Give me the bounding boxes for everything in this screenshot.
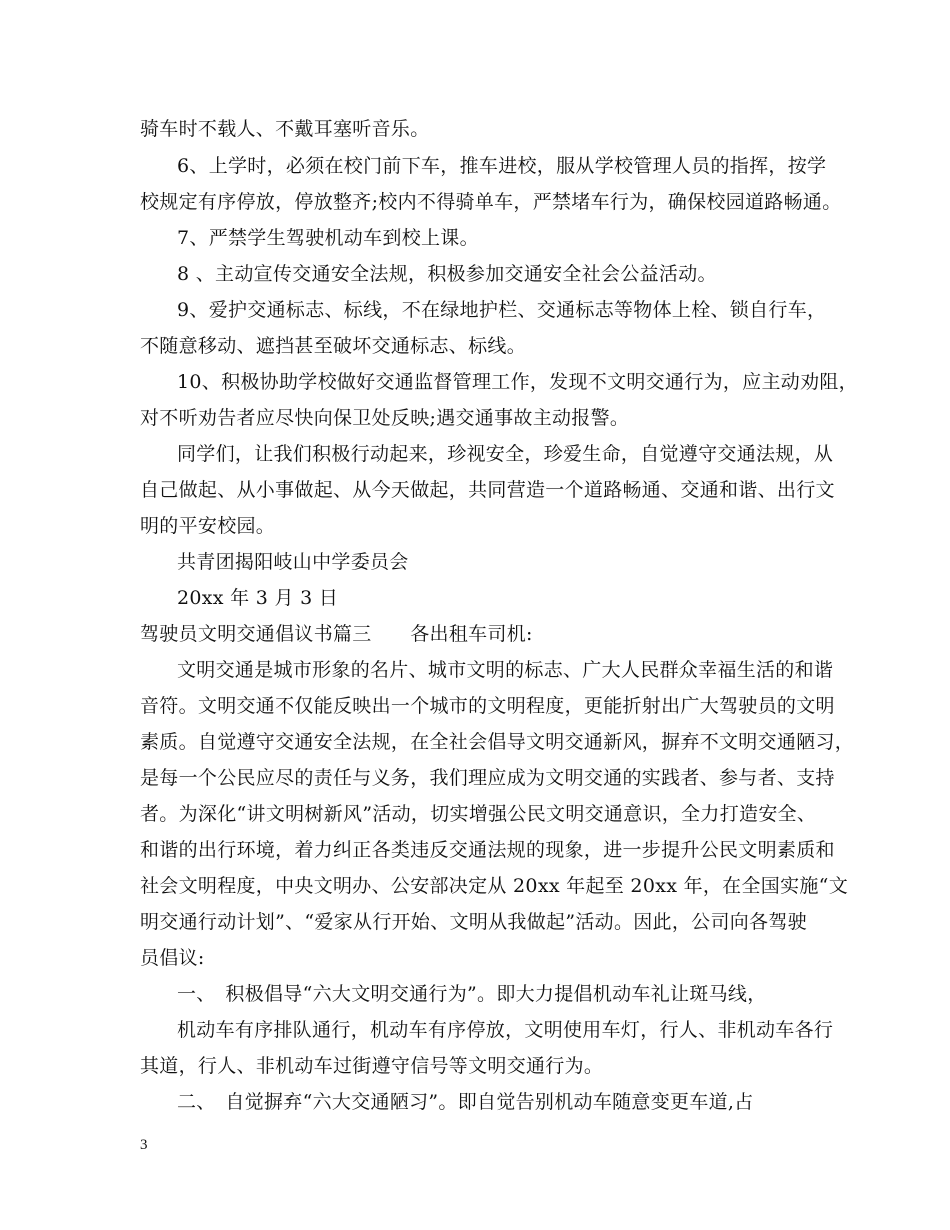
signature-organization: 共青团揭阳岐山中学委员会	[177, 551, 409, 573]
text-line: 6、上学时，必须在校门前下车，推车进校，服从学校管理人员的指挥，按学	[177, 155, 827, 177]
text-line: 二、 自觉摒弃“六大交通陋习”。即自觉告别机动车随意变更车道,占	[177, 1091, 754, 1113]
text-line: 机动车有序排队通行，机动车有序停放，文明使用车灯，行人、非机动车各行	[177, 1019, 834, 1041]
text-line: 校规定有序停放，停放整齐;校内不得骑单车，严禁堵车行为，确保校园道路畅通。	[140, 191, 842, 213]
signature-date: 20xx 年 3 月 3 日	[177, 587, 339, 609]
text-line: 骑车时不载人、不戴耳塞听音乐。	[140, 118, 430, 140]
text-line: 者。为深化“讲文明树新风”活动，切实增强公民文明交通意识，全力打造安全、	[140, 803, 817, 825]
text-line: 不随意移动、遮挡甚至破坏交通标志、标线。	[140, 335, 527, 357]
text-line: 10、积极协助学校做好交通监督管理工作，发现不文明交通行为，应主动劝阻，	[177, 371, 858, 393]
text-line: 对不听劝告者应尽快向保卫处反映;遇交通事故主动报警。	[140, 407, 630, 429]
text-line: 明的平安校园。	[140, 515, 276, 537]
text-line: 音符。文明交通不仅能反映出一个城市的文明程度，更能折射出广大驾驶员的文明	[140, 695, 835, 717]
text-line: 9、爱护交通标志、标线，不在绿地护栏、交通标志等物体上栓、锁自行车，	[177, 299, 827, 321]
text-line: 和谐的出行环境，着力纠正各类违反交通法规的现象，进一步提升公民文明素质和	[140, 839, 835, 861]
text-line: 员倡议:	[140, 947, 205, 969]
text-line: 其道，行人、非机动车过街遵守信号等文明交通行为。	[140, 1055, 604, 1077]
section-heading: 驾驶员文明交通倡议书篇三 各出租车司机:	[140, 623, 533, 645]
text-line: 明交通行动计划”、“爱家从行开始、文明从我做起”活动。因此，公司向各驾驶	[140, 911, 807, 933]
text-line: 8 、主动宣传交通安全法规，积极参加交通安全社会公益活动。	[177, 263, 717, 285]
text-line: 素质。自觉遵守交通安全法规，在全社会倡导文明交通新风，摒弃不文明交通陋习，	[140, 731, 855, 753]
text-line: 一、 积极倡导“六大文明交通行为”。即大力提倡机动车礼让斑马线，	[177, 983, 767, 1005]
text-line: 社会文明程度，中央文明办、公安部决定从 20xx 年起至 20xx 年，在全国实施“文	[140, 875, 848, 897]
text-line: 文明交通是城市形象的名片、城市文明的标志、广大人民群众幸福生活的和谐	[177, 659, 834, 681]
text-line: 7、严禁学生驾驶机动车到校上课。	[177, 227, 479, 249]
text-line: 是每一个公民应尽的责任与义务，我们理应成为文明交通的实践者、参与者、支持	[140, 767, 835, 789]
text-line: 自己做起、从小事做起、从今天做起，共同营造一个道路畅通、交通和谐、出行文	[140, 479, 835, 501]
text-line: 同学们，让我们积极行动起来，珍视安全，珍爱生命，自觉遵守交通法规，从	[177, 443, 834, 465]
page-number: 3	[140, 1137, 148, 1153]
